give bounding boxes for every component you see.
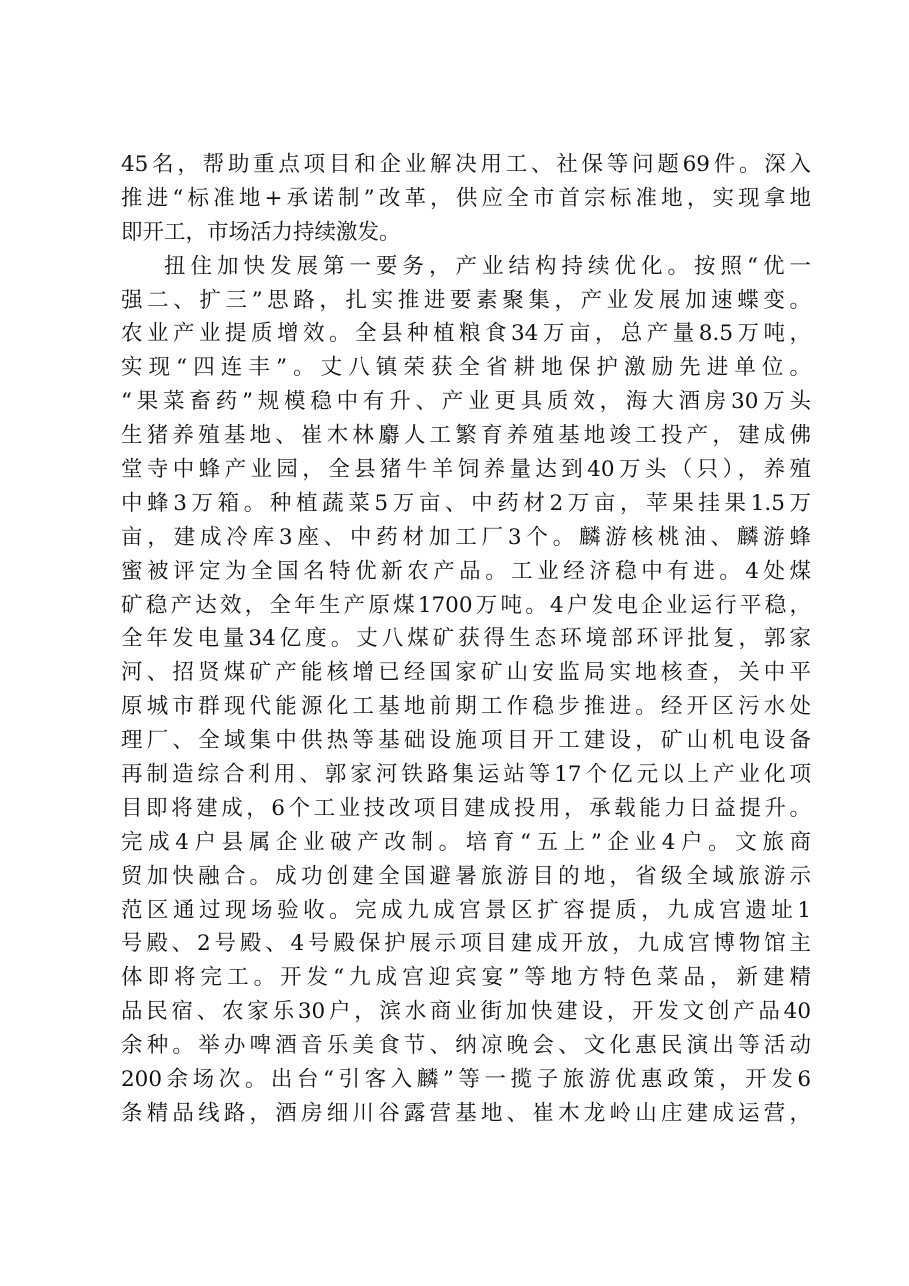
text-line: 贸加快融合。成功创建全国避暑旅游目的地，省级全域旅游示 — [121, 863, 811, 889]
text-line: 强二、扩三”思路，扎实推进要素聚集，产业发展加速蝶变。 — [121, 287, 811, 313]
text-line: 蜜被评定为全国名特优新农产品。工业经济稳中有进。4处煤 — [121, 558, 811, 584]
paragraph-first-line: 扭住加快发展第一要务，产业结构持续优化。按照“优一 — [164, 253, 811, 279]
text-line: 全年发电量34亿度。丈八煤矿获得生态环境部环评批复，郭家 — [121, 626, 811, 652]
text-line: 生猪养殖基地、崔木林麝人工繁育养殖基地竣工投产，建成佛 — [121, 423, 811, 449]
text-line: 45名，帮助重点项目和企业解决用工、社保等问题69件。深入 — [121, 152, 811, 177]
text-line: 亩，建成冷库3座、中药材加工厂3个。麟游核桃油、麟游蜂 — [121, 524, 811, 550]
text-line: 再制造综合利用、郭家河铁路集运站等17个亿元以上产业化项 — [121, 762, 811, 788]
text-line: 原城市群现代能源化工基地前期工作稳步推进。经开区污水处 — [121, 694, 811, 720]
text-line: 农业产业提质增效。全县种植粮食34万亩，总产量8.5万吨， — [121, 321, 811, 347]
text-line: “果菜畜药”规模稳中有升、产业更具质效，海大酒房30万头 — [121, 389, 811, 415]
text-line: 中蜂3万箱。种植蔬菜5万亩、中药材2万亩，苹果挂果1.5万 — [121, 490, 811, 516]
text-line: 品民宿、农家乐30户，滨水商业街加快建设，开发文创产品40 — [121, 999, 811, 1025]
text-line: 范区通过现场验收。完成九成宫景区扩容提质，九成宫遗址1 — [121, 897, 811, 923]
text-line: 目即将建成，6个工业技改项目建成投用，承载能力日益提升。 — [121, 795, 811, 821]
text-line: 河、招贤煤矿产能核增已经国家矿山安监局实地核查，关中平 — [121, 660, 811, 686]
text-line: 体即将完工。开发“九成宫迎宾宴”等地方特色菜品，新建精 — [121, 965, 811, 991]
text-line: 余种。举办啤酒音乐美食节、纳凉晚会、文化惠民演出等活动 — [121, 1033, 811, 1059]
text-line: 推进“标准地+承诺制”改革，供应全市首宗标准地，实现拿地 — [121, 185, 811, 211]
text-line: 实现“四连丰”。丈八镇荣获全省耕地保护激励先进单位。 — [121, 355, 811, 381]
text-line: 条精品线路，酒房细川谷露营基地、崔木龙岭山庄建成运营， — [121, 1100, 811, 1126]
text-line: 200余场次。出台“引客入麟”等一揽子旅游优惠政策，开发6 — [121, 1067, 811, 1093]
text-line: 完成4户县属企业破产改制。培育“五上”企业4户。文旅商 — [121, 829, 811, 855]
body-text — [121, 148, 811, 1131]
text-line: 号殿、2号殿、4号殿保护展示项目建成开放，九成宫博物馆主 — [121, 931, 811, 957]
text-line: 矿稳产达效，全年生产原煤1700万吨。4户发电企业运行平稳， — [121, 592, 811, 618]
text-line: 堂寺中蜂产业园，全县猪牛羊饲养量达到40万头（只），养殖 — [121, 457, 811, 483]
text-line: 理厂、全域集中供热等基础设施项目开工建设，矿山机电设备 — [121, 728, 811, 754]
text-line: 即开工，市场活力持续激发。 — [121, 219, 401, 245]
